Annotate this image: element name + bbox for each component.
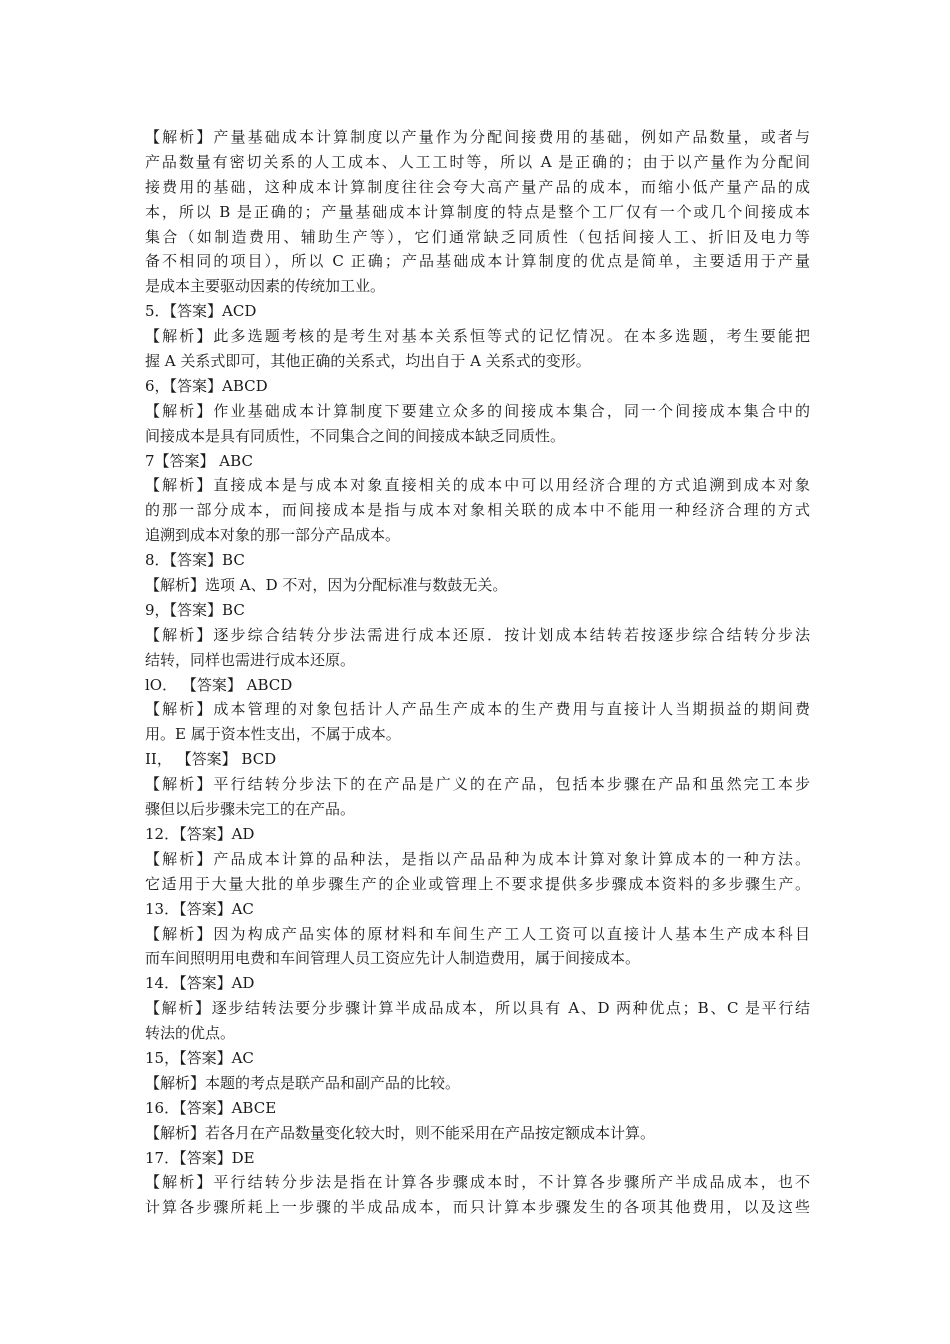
text-line: 计算各步骤所耗上一步骤的半成品成本，而只计算本步骤发生的各项其他费用，以及这些 — [145, 1198, 810, 1217]
text-line: 8．【答案】BC — [145, 551, 245, 570]
text-line: 而车间照明用电费和车间管理人员工资应先计人制造费用，属于间接成本。 — [145, 949, 641, 968]
text-line: 9，【答案】BC — [145, 600, 245, 619]
text-line: 备不相同的项目），所以 C 正确；产品基础成本计算制度的优点是简单，主要适用于产量 — [145, 252, 810, 271]
text-line: 【解析】直接成本是与成本对象直接相关的成本中可以用经济合理的方式追溯到成本对象 — [145, 476, 810, 495]
text-line: 13．【答案】AC — [145, 899, 254, 918]
text-line: 【解析】产量基础成本计算制度以产量作为分配间接费用的基础，例如产品数量，或者与 — [145, 128, 810, 146]
text-line: 结转，同样也需进行成本还原。 — [145, 650, 356, 669]
text-line: 【解析】作业基础成本计算制度下要建立众多的间接成本集合，同一个间接成本集合中的 — [145, 401, 810, 420]
text-line: 17．【答案】DE — [145, 1148, 255, 1167]
text-line: 是成本主要驱动因素的传统加工业。 — [145, 277, 386, 296]
text-line: 间接成本是具有同质性，不同集合之间的间接成本缺乏同质性。 — [145, 426, 566, 445]
text-line: 15，【答案】AC — [145, 1048, 254, 1067]
text-line: 握 A 关系式即可，其他正确的关系式，均出自于 A 关系式的变形。 — [145, 352, 591, 371]
text-line: 【解析】逐步结转法要分步骤计算半成品成本，所以具有 A、D 两种优点；B、C 是平行结 — [145, 999, 810, 1018]
text-line: 集合（如制造费用、辅助生产等），它们通常缺乏同质性（包括间接人工、折旧及电力等 — [145, 227, 810, 246]
text-line: 16．【答案】ABCE — [145, 1098, 277, 1117]
text-line: 【解析】平行结转分步法下的在产品是广义的在产品，包括本步骤在产品和虽然完工本步 — [145, 775, 810, 794]
text-line: 骤但以后步骤未完工的在产品。 — [145, 800, 356, 819]
answer-analysis-text — [145, 125, 810, 1220]
text-line: 12．【答案】AD — [145, 824, 255, 843]
text-line: 【解析】因为构成产品实体的原材料和车间生产工人工资可以直接计人基本生产成本科目 — [145, 924, 810, 943]
text-line: 7【答案】 ABC — [145, 451, 253, 470]
text-line: 用。E 属于资本性支出，不属于成本。 — [145, 725, 401, 744]
text-line: 6，【答案】ABCD — [145, 376, 268, 395]
text-line: 【解析】成本管理的对象包括计人产品生产成本的生产费用与直接计人当期损益的期间费 — [145, 700, 810, 719]
text-line: lO． 【答案】 ABCD — [145, 675, 293, 694]
text-line: 【解析】此多选题考核的是考生对基本关系恒等式的记忆情况。在本多选题，考生要能把 — [145, 327, 810, 346]
text-line: 【解析】选项 A、D 不对，因为分配标准与数鼓无关。 — [145, 576, 508, 595]
text-line: 【解析】平行结转分步法是指在计算各步骤成本时，不计算各步骤所产半成品成本，也不 — [145, 1173, 810, 1192]
text-line: 接费用的基础，这种成本计算制度往往会夸大高产量产品的成本，而缩小低产量产品的成 — [145, 177, 810, 196]
text-line: 【解析】产品成本计算的品种法，是指以产品品种为成本计算对象计算成本的一种方法。 — [145, 849, 810, 868]
text-line: 5．【答案】ACD — [145, 302, 257, 321]
text-line: 【解析】逐步综合结转分步法需进行成本还原．按计划成本结转若按逐步综合结转分步法 — [145, 625, 810, 644]
text-line: 【解析】若各月在产品数量变化较大时，则不能采用在产品按定额成本计算。 — [145, 1123, 656, 1142]
text-line: II， 【答案】 BCD — [145, 750, 277, 769]
text-line: 【解析】本题的考点是联产品和副产品的比较。 — [145, 1073, 461, 1092]
text-line: 产品数量有密切关系的人工成本、人工工时等，所以 A 是正确的；由于以产量作为分配间 — [145, 152, 810, 171]
text-line: 本，所以 B 是正确的；产量基础成本计算制度的特点是整个工厂仅有一个或几个间接成本 — [145, 202, 810, 221]
text-line: 14．【答案】AD — [145, 974, 255, 993]
text-line: 转法的优点。 — [145, 1024, 236, 1043]
text-line: 追溯到成本对象的那一部分产品成本。 — [145, 526, 401, 545]
text-line: 它适用于大量大批的单步骤生产的企业或管理上不要求提供多步骤成本资料的多步骤生产。 — [145, 874, 810, 893]
text-line: 的那一部分成本，而间接成本是指与成本对象相关联的成本中不能用一种经济合理的方式 — [145, 501, 810, 520]
